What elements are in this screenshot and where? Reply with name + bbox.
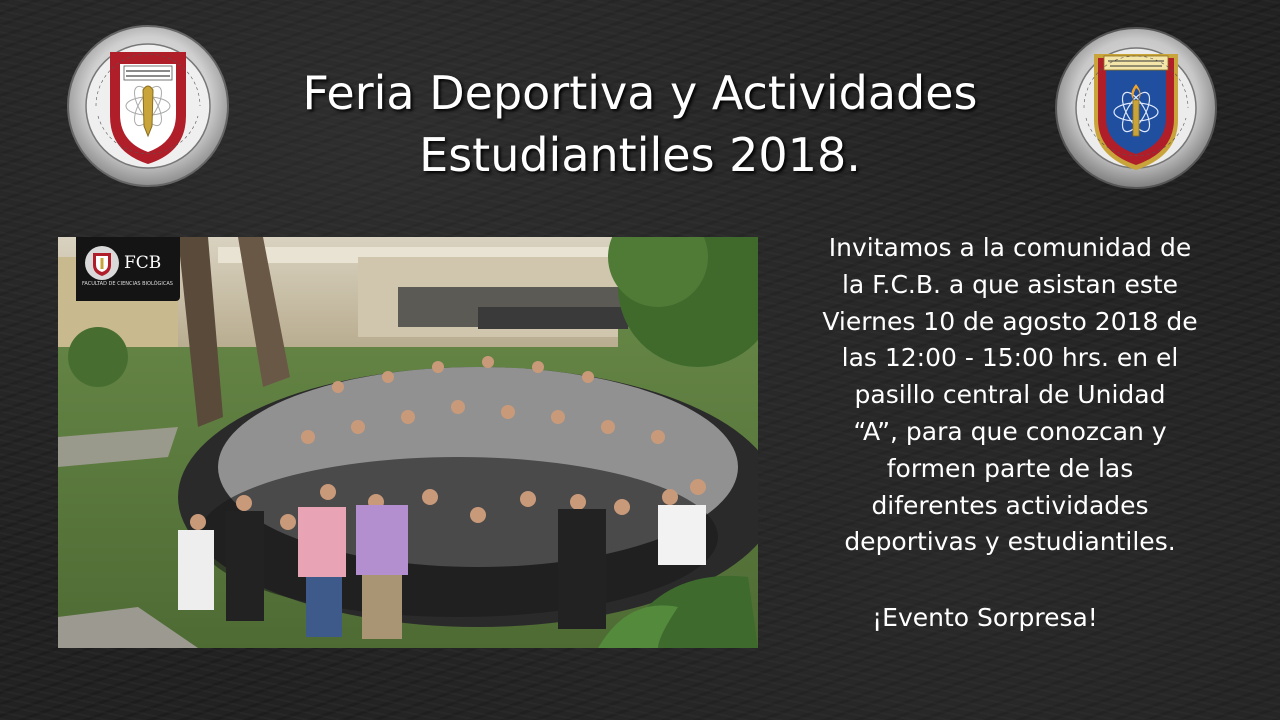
fcb-badge-text: FCB [124, 253, 162, 273]
fcb-badge [76, 237, 180, 301]
invitation-line-2: la F.C.B. a que asistan este [841, 269, 1179, 299]
invitation-line-6: “A”, para que conozcan y [853, 416, 1167, 446]
slide-title [230, 62, 1050, 186]
title-line-2: Estudiantiles 2018. [419, 128, 861, 182]
invitation-line-9: deportivas y estudiantiles. [844, 527, 1176, 557]
fcb-badge-subtext: FACULTAD DE CIENCIAS BIOLÓGICAS [82, 281, 173, 287]
invitation-text [770, 230, 1250, 561]
group-photo [58, 237, 758, 648]
title-line-1: Feria Deportiva y Actividades [302, 66, 978, 120]
invitation-line-4: las 12:00 - 15:00 hrs. en el [841, 343, 1179, 373]
invitation-line-5: pasillo central de Unidad [854, 380, 1166, 410]
uanl-seal-logo [1054, 26, 1218, 190]
invitation-line-1: Invitamos a la comunidad de [828, 233, 1192, 262]
fcb-badge-logo [84, 245, 120, 281]
invitation-line-7: formen parte de las [886, 453, 1134, 483]
fcb-seal-logo [66, 24, 230, 188]
surprise-event-text: ¡Evento Sorpresa! [872, 603, 1098, 632]
invitation-line-3: Viernes 10 de agosto 2018 de [822, 306, 1198, 336]
invitation-line-8: diferentes actividades [871, 490, 1149, 520]
